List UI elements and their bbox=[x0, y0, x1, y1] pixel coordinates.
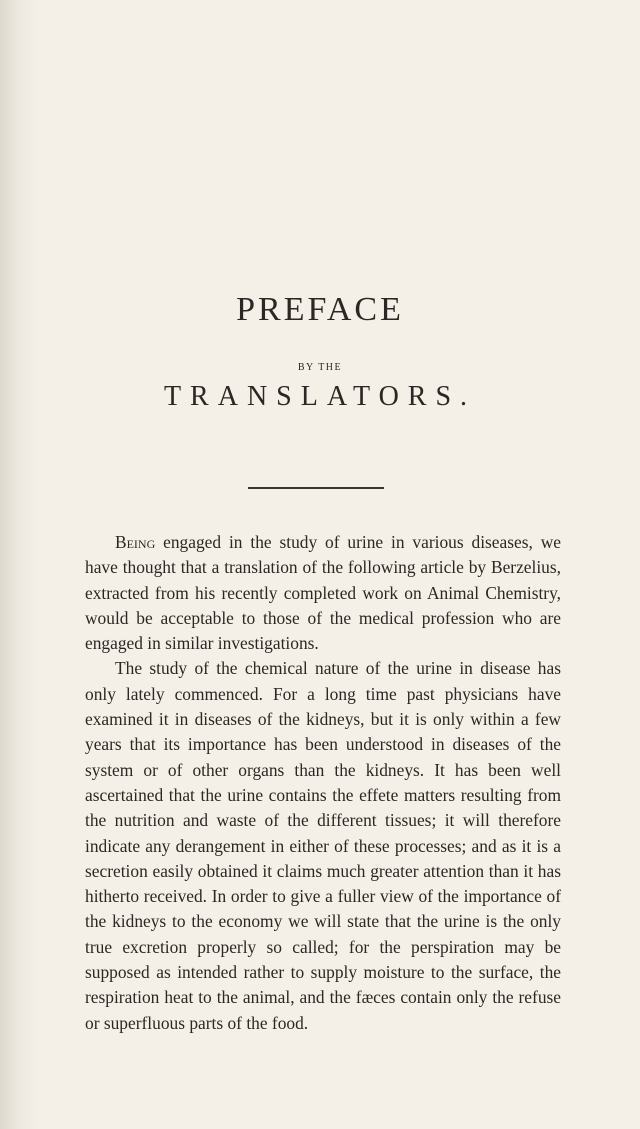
page-title: PREFACE bbox=[236, 291, 404, 328]
divider-rule bbox=[248, 487, 384, 489]
by-the-label: BY THE bbox=[297, 362, 343, 373]
page-subtitle: TRANSLATORS. bbox=[163, 381, 477, 412]
preface-body bbox=[85, 530, 561, 1036]
paragraph-1-text: engaged in the study of urine in various diseases, we have thought that a translation of the following article by Berzelius, extracted from his recently completed work on Animal Chemistry, would be acceptable to those of the medical profession who are engaged in similar investigations. bbox=[85, 532, 561, 654]
paragraph-1 bbox=[85, 530, 561, 656]
paragraph-1-lead: Being bbox=[115, 532, 156, 552]
paragraph-2: The study of the chemical nature of the urine in disease has only lately commenced. For a long time past physicians have examined it in diseases of the kidneys, but it is only within a few years that its importance has been understood in diseases of the system or of other organs than the kidneys. It has been well ascertained that the urine contains the effete matters resulting from the nutrition and waste of the different tissues; it will therefore indicate any derangement in either of these processes; and as it is a secretion easily obtained it claims much greater attention than it has hitherto received. In order to give a fuller view of the importance of the kidneys to the economy we will state that the urine is the only true excretion properly so called; for the perspiration may be supposed as intended rather to supply moisture to the surface, the respiration heat to the animal, and the fæces contain only the refuse or superfluous parts of the food. bbox=[85, 658, 561, 1033]
